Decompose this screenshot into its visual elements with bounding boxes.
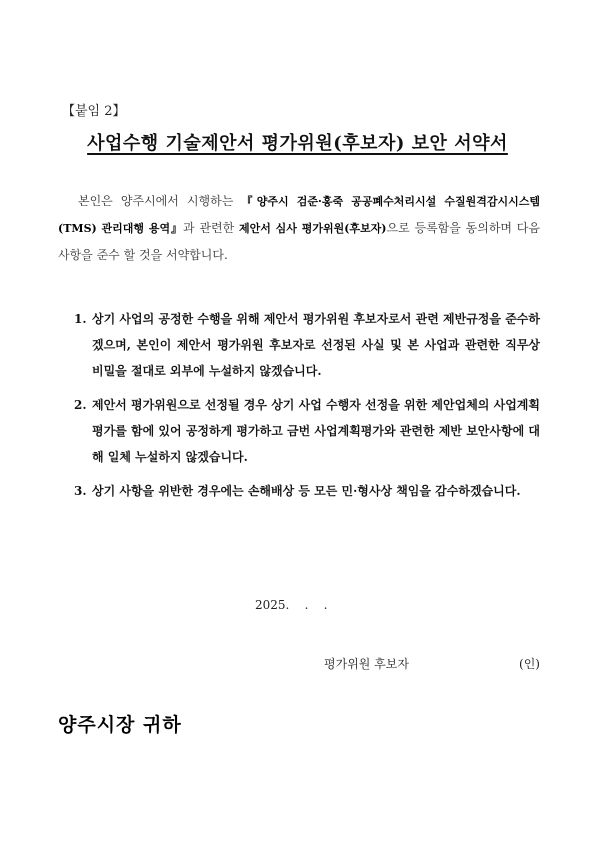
pledge-text: 상기 사업의 공정한 수행을 위해 제안서 평가위원 후보자로서 관련 제반규정을 준수하겠으며, 본인이 제안서 평가위원 후보자로 선정된 사실 및 본 사업과 관련한 직무상 비밀을 절대로 외부에 누설하지 않겠습니다. — [92, 312, 540, 378]
signer-label: 평가위원 후보자 — [324, 657, 409, 671]
intro-text-1: 본인은 양주시에서 시행하는 — [78, 194, 242, 208]
addressee: 양주시장 귀하 — [58, 714, 182, 736]
intro-paragraph — [58, 188, 540, 268]
attachment-label: 【붙임 2】 — [62, 104, 126, 119]
pledge-number: 2. — [74, 398, 87, 412]
pledge-item — [74, 306, 540, 384]
intro-text-3: 으로 등록함을 동의하며 다음 사항을 준수 할 것을 서약합니다. — [58, 221, 540, 262]
pledge-text: 상기 사항을 위반한 경우에는 손해배상 등 모든 민·형사상 책임을 감수하겠습니다. — [92, 484, 521, 498]
pledge-text: 제안서 평가위원으로 선정될 경우 상기 사업 수행자 선정을 위한 제안업체의 사업계획평가를 함에 있어 공정하게 평가하고 금번 사업계획평가와 관련한 제반 보안사항에 대해 일체 누설하지 않겠습니다. — [92, 398, 540, 464]
intro-text-2: 과 관련한 — [183, 221, 239, 235]
seal-label: (인) — [519, 657, 540, 671]
document-title-text: 사업수행 기술제안서 평가위원(후보자) 보안 서약서 — [87, 133, 508, 154]
pledge-item — [74, 392, 540, 470]
document-title — [0, 129, 595, 155]
role-name: 제안서 심사 평가위원(후보자) — [238, 222, 387, 235]
project-name: 『양주시 검준·홍죽 공공폐수처리시설 수질원격감시시스템(TMS) 관리대행 용역』 — [58, 195, 540, 235]
pledge-item — [74, 478, 540, 504]
signature-line — [324, 655, 540, 672]
pledge-number: 3. — [74, 484, 87, 498]
date-line: 2025. . . — [255, 598, 328, 612]
pledge-number: 1. — [74, 312, 87, 326]
pledge-list — [74, 306, 540, 512]
